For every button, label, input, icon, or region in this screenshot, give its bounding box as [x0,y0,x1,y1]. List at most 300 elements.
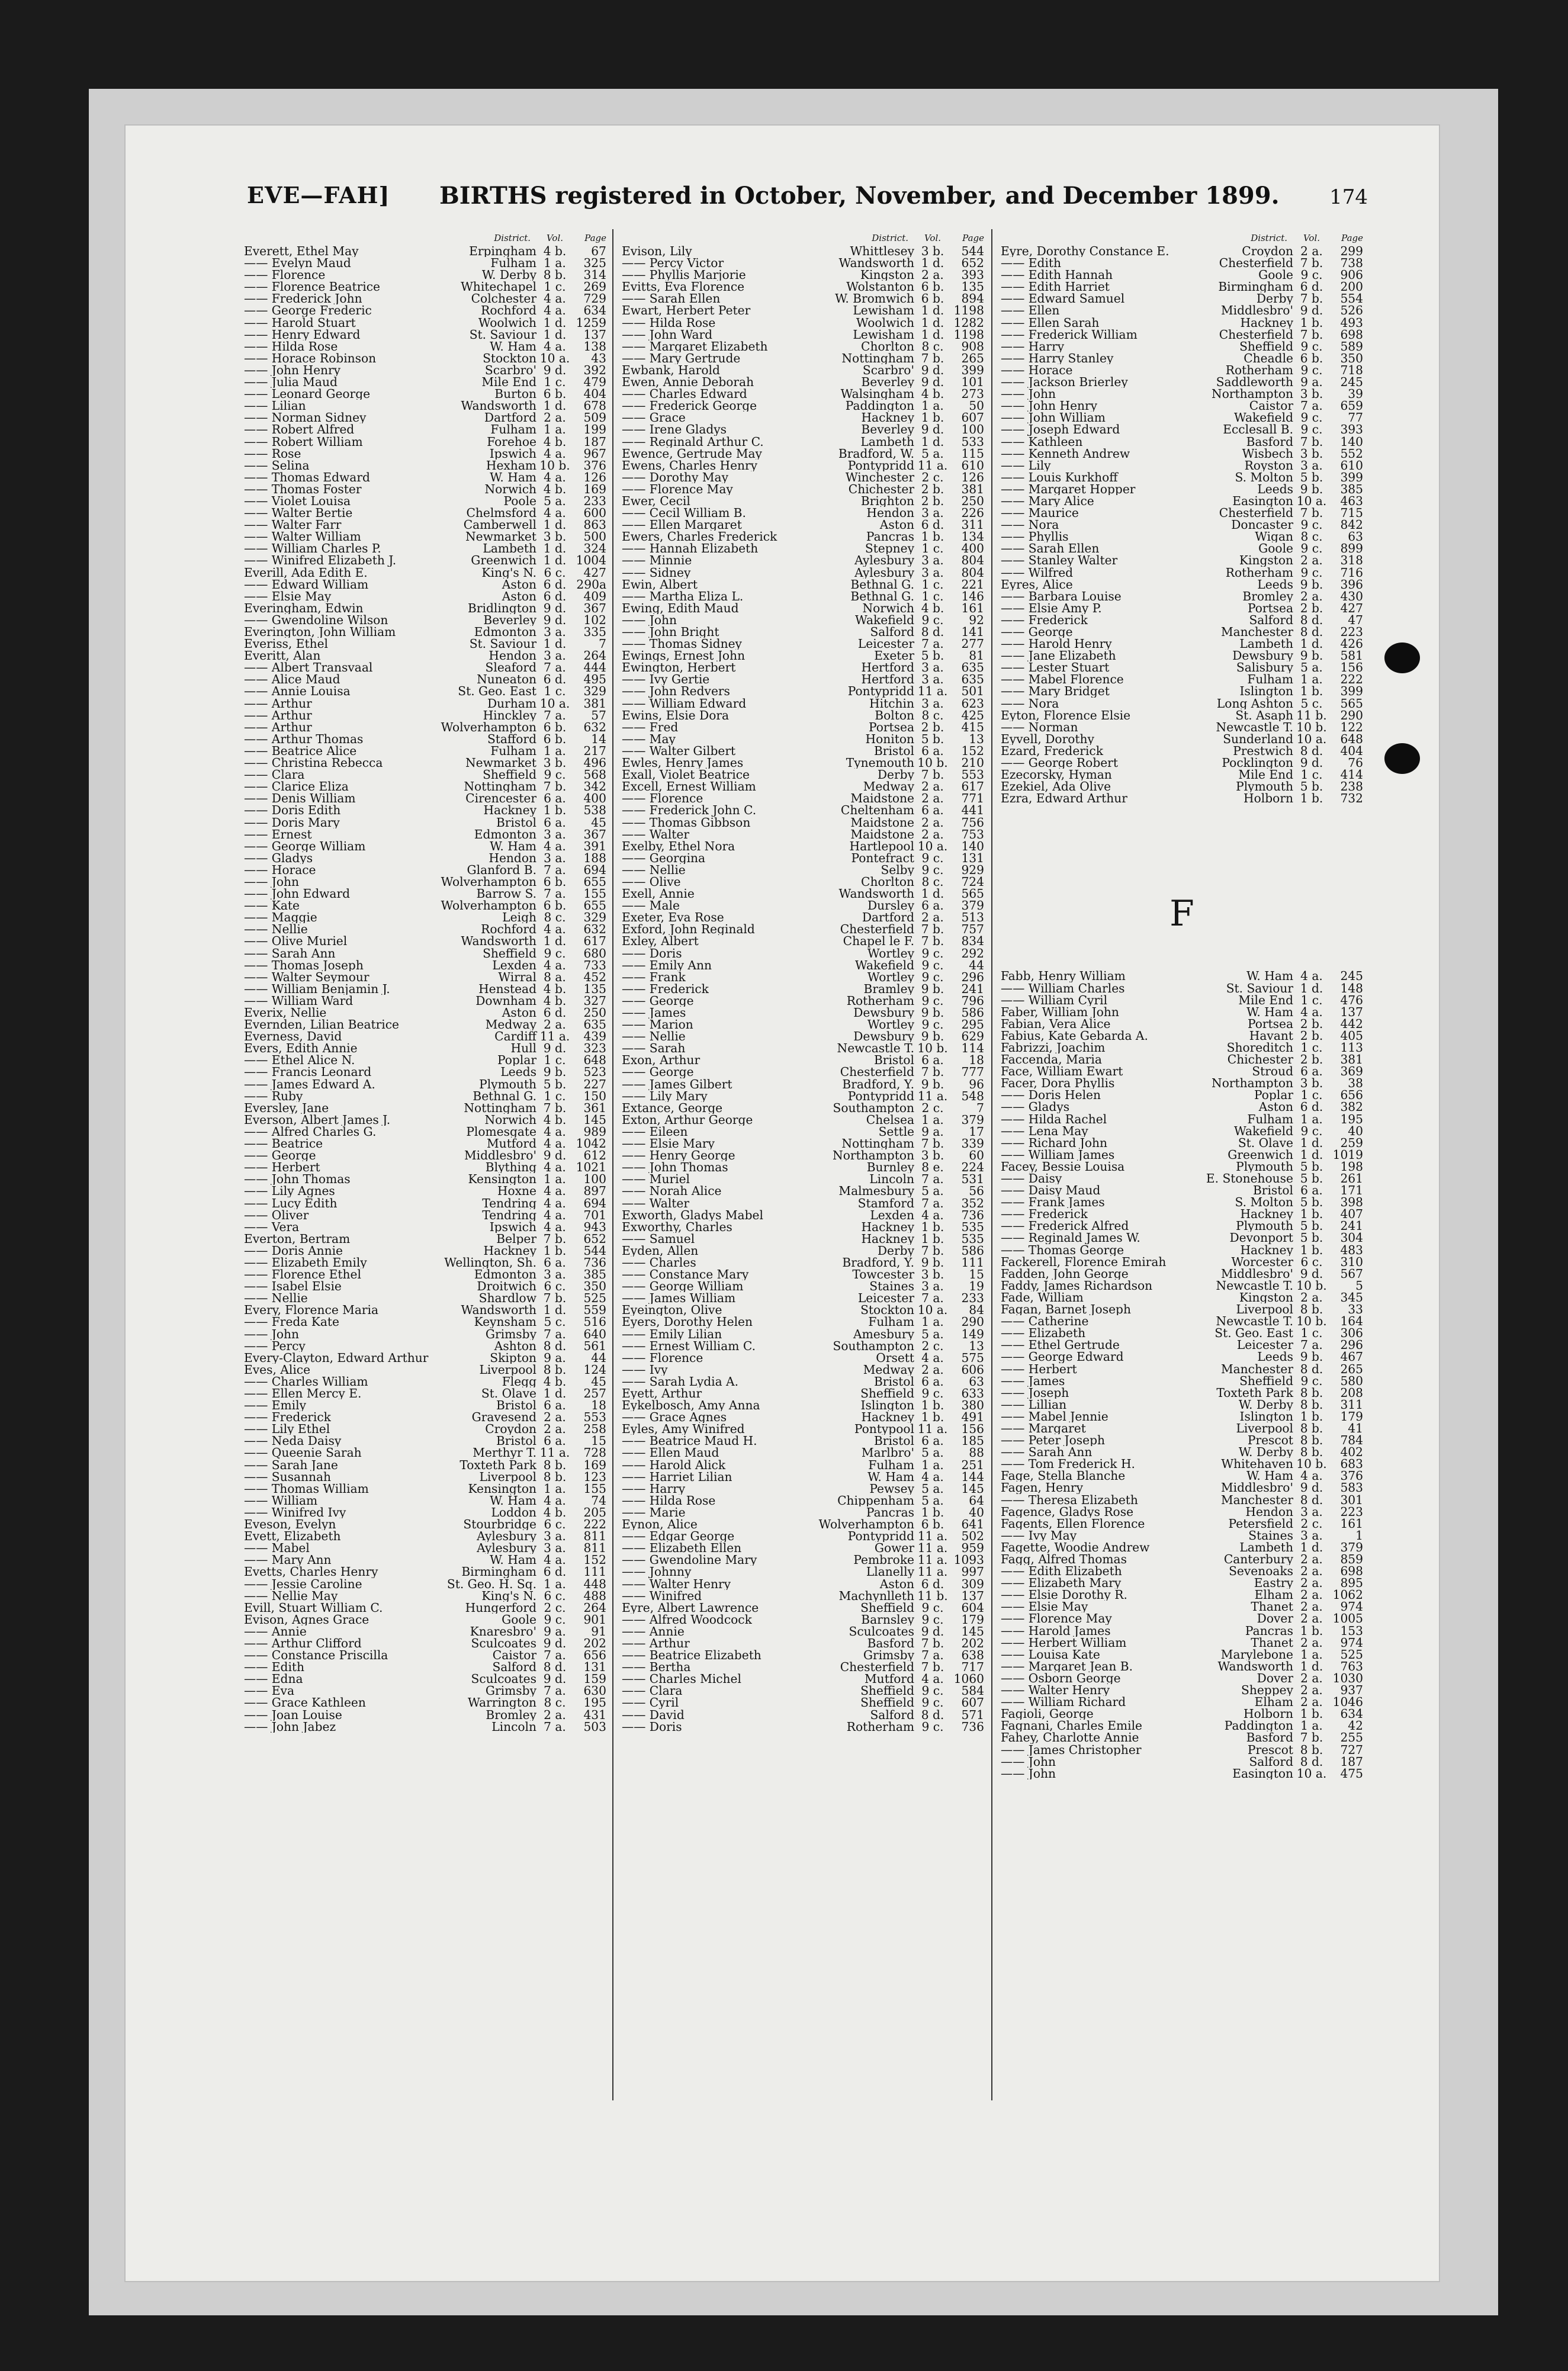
entry-page: 269 [583,281,606,293]
entry-volume: 1 b. [921,1220,944,1233]
index-entry [1001,329,1363,340]
index-entry [1001,792,1363,804]
entry-district: Plomesgate [466,1125,536,1138]
entry-page: 533 [961,435,984,448]
index-entry [622,1614,984,1625]
entry-name: —— Sarah Ann [244,947,480,959]
entry-name: —— Margaret Hopper [1001,483,1255,495]
index-entry [244,507,606,519]
entry-name: Fage, Stella Blanche [1001,1470,1126,1482]
index-entry [622,1435,984,1447]
index-entry [1001,1518,1363,1530]
entry-district: Newmarket [465,531,536,543]
entry-page: 804 [961,566,984,579]
entry-page: 738 [1340,257,1363,269]
entry-name: Everix, Nellie [244,1007,327,1019]
entry-district: Manchester [1220,1363,1293,1375]
entry-district: Liverpool [479,1470,536,1483]
entry-page: 617 [583,935,606,947]
entry-district: Maidstone [850,828,914,840]
entry-name: —— Male [622,899,865,911]
entry-district: Edmonton [474,626,536,638]
entry-page: 156 [961,1423,984,1435]
index-entry [1001,1731,1363,1743]
entry-volume: 9 c. [921,1601,944,1614]
entry-volume: 9 c. [1300,1125,1323,1137]
entry-volume: 3 a. [544,650,566,662]
entry-volume: 1 d. [543,638,567,650]
entry-district: Middlesbro' [464,1149,536,1162]
entry-district: Aylesbury [477,1542,536,1554]
entry-volume: 6 c. [1300,1255,1323,1268]
index-entry [622,1423,984,1435]
entry-volume: 9 b. [1300,1351,1323,1363]
entry-name: —— Horace [244,864,465,876]
index-entry [244,1709,606,1721]
entry-district: Poplar [497,1054,536,1066]
entry-name: —— Ellen Sarah [1001,317,1238,329]
entry-district: Stockton [860,1304,914,1316]
index-entry [622,1661,984,1673]
entry-name: Exworth, Gladys Mabel [622,1209,763,1221]
entry-name: —— George [622,1066,838,1078]
entry-page: 701 [583,1209,606,1221]
entry-district: Brighton [860,494,914,507]
entry-page: 17 [969,1125,984,1138]
entry-district: Wortley [867,971,914,983]
entry-volume: 1 c. [544,685,566,698]
entry-name: —— Samuel [622,1233,859,1245]
entry-name: —— Frederick [244,1411,470,1423]
entry-district: Sheffield [1239,1374,1293,1387]
entry-district: Rotherham [846,994,914,1007]
entry-name: —— Arthur [244,709,481,721]
entry-page: 559 [583,1304,606,1316]
index-entry [244,1506,606,1518]
entry-district: Salford [870,1708,914,1721]
entry-volume: 7 b. [921,1244,944,1257]
entry-volume: 4 a. [544,923,566,936]
entry-volume: 1 a. [921,1458,944,1471]
entry-volume: 11 b. [917,1589,948,1602]
entry-volume: 9 d. [921,376,944,388]
entry-volume: 6 d. [543,673,567,686]
entry-name: —— Walter Seymour [244,971,496,983]
entry-name: —— James Christopher [1001,1744,1245,1756]
entry-page: 327 [583,994,606,1007]
entry-district: Salford [1249,613,1293,626]
entry-page: 63 [969,1375,984,1387]
entry-page: 342 [583,780,606,793]
entry-name: —— Charles Michel [622,1673,862,1685]
entry-name: Facer, Dora Phyllis [1001,1077,1115,1090]
index-entry [1001,982,1363,994]
entry-district: Aylesbury [854,566,914,579]
entry-name: —— Thomas George [1001,1244,1238,1256]
entry-page: 1060 [953,1673,984,1685]
index-entry [1001,590,1363,602]
entry-district: Medway [863,780,914,793]
entry-district: Rotherham [1225,364,1293,377]
entry-district: Portsea [868,721,914,733]
entry-page: 1021 [576,1161,606,1174]
entry-volume: 2 a. [1300,1696,1323,1708]
entry-volume: 6 b. [1300,352,1323,364]
entry-volume: 6 d. [543,1566,567,1578]
entry-district: Glanford B. [467,863,536,876]
page-header [126,182,1439,223]
entry-district: Hendon [866,507,914,519]
entry-name: Ewers, Charles Frederick [622,531,777,543]
entry-name: Exeter, Eva Rose [622,911,724,924]
entry-district: Knaresbro' [470,1625,536,1637]
index-entry [244,1661,606,1673]
entry-district: Aylesbury [854,554,914,567]
entry-page: 265 [1340,1363,1363,1375]
entry-page: 586 [961,1007,984,1019]
index-entry [622,1019,984,1030]
entry-name: —— Alice Maud [244,673,474,685]
index-entry [1001,567,1363,579]
entry-district: Pembroke [853,1554,914,1566]
entry-volume: 6 a. [1300,1184,1323,1197]
entry-volume: 4 b. [543,483,567,495]
entry-district: Woolwich [856,316,914,329]
entry-name: —— Jessie Caroline [244,1578,445,1590]
entry-district: Dartford [484,412,536,424]
index-entry [1001,376,1363,388]
index-entry [244,1399,606,1411]
entry-district: Gower [874,1542,914,1554]
entry-volume: 6 c. [544,1280,566,1293]
entry-volume: 7 a. [544,1720,566,1733]
index-entry [622,1447,984,1458]
entry-page: 476 [1340,994,1363,1006]
entry-page: 1005 [1332,1612,1363,1625]
index-entry [244,317,606,329]
entry-page: 612 [583,1149,606,1162]
entry-volume: 3 b. [921,1268,944,1281]
index-entry [1001,685,1363,697]
entry-page: 652 [961,257,984,269]
entry-name: —— Eva [244,1685,483,1697]
entry-volume: 1 b. [921,531,944,543]
index-entry [622,1506,984,1518]
entry-district: Lincoln [869,1173,914,1186]
entry-name: —— Richard John [1001,1137,1236,1149]
entry-name: Ewer, Cecil [622,494,690,507]
index-entry [622,698,984,709]
entry-page: 195 [583,1697,606,1709]
entry-page: 393 [961,269,984,281]
entry-name: —— Edward Samuel [1001,293,1254,304]
entry-page: 452 [583,971,606,983]
index-column-2 [622,232,984,2103]
entry-district: Maidstone [850,792,914,805]
entry-volume: 9 b. [921,1078,944,1090]
entry-name: Evernden, Lilian Beatrice [244,1019,399,1031]
entry-page: 607 [961,1697,984,1709]
index-entry [1001,400,1363,412]
index-entry [622,852,984,864]
entry-name: —— Mary Ann [244,1554,487,1566]
entry-district: Wolstanton [846,281,914,293]
entry-page: 544 [961,245,984,258]
entry-page: 404 [1340,744,1363,757]
entry-volume: 2 a. [921,269,944,281]
index-entry [244,495,606,507]
entry-name: —— Constance Mary [622,1268,850,1280]
entry-page: 311 [961,519,984,531]
entry-name: —— Lily [1001,460,1242,471]
entry-district: Newcastle T. [837,1042,914,1055]
entry-name: —— Edith Elizabeth [1001,1565,1226,1577]
entry-name: Everson, Albert James J. [244,1113,391,1126]
entry-page: 40 [969,1506,984,1519]
entry-district: Saddleworth [1216,376,1293,388]
entry-page: 350 [583,1280,606,1293]
index-entry [244,483,606,495]
entry-district: S. Molton [1235,471,1293,483]
entry-volume: 11 a. [917,1423,948,1435]
entry-volume: 10 a. [1296,732,1327,745]
entry-volume: 5 b. [1300,1160,1323,1172]
entry-volume: 2 a. [1300,1612,1323,1625]
entry-name: —— Reginald James W. [1001,1232,1227,1244]
entry-page: 381 [1340,1053,1363,1066]
entry-name: —— Phyllis Marjorie [622,269,858,281]
entry-volume: 4 a. [544,1209,566,1221]
entry-name: Eyles, Amy Winifred [622,1423,745,1435]
entry-page: 997 [961,1566,984,1578]
entry-page: 140 [1340,435,1363,448]
index-entry [1001,531,1363,542]
index-entry [244,542,606,554]
entry-name: —— Florence [622,1352,873,1364]
entry-volume: 9 c. [1300,423,1323,436]
entry-volume: 5 b. [1300,1220,1323,1232]
entry-district: Fulham [1247,673,1293,686]
entry-page: 92 [969,613,984,626]
entry-district: Paddington [845,400,914,412]
index-entry [622,614,984,626]
entry-name: —— John Henry [244,364,483,376]
entry-volume: 1 d. [921,328,944,340]
entry-name: —— Sarah Ellen [622,293,833,304]
entry-page: 88 [969,1447,984,1459]
entry-district: Paddington [1224,1720,1293,1732]
entry-page: 250 [961,494,984,507]
entry-page: 137 [1340,1005,1363,1018]
entry-volume: 11 b. [1296,709,1327,721]
entry-name: —— John Thomas [622,1161,865,1173]
index-entry [244,1233,606,1245]
entry-page: 40 [1348,1125,1363,1137]
entry-page: 113 [1340,1041,1363,1054]
entry-name: Everiss, Ethel [244,638,329,650]
entry-name: Eyers, Dorothy Helen [622,1316,753,1328]
index-entry [622,1578,984,1590]
entry-name: —— Emily [244,1399,494,1411]
entry-page: 538 [583,804,606,817]
entry-volume: 3 a. [1300,1505,1323,1518]
entry-district: Elham [1254,1696,1293,1708]
entry-volume: 9 c. [1300,269,1323,281]
entry-volume: 9 d. [1300,757,1323,769]
entry-volume: 1 c. [921,590,944,602]
index-entry [1001,733,1363,745]
entry-volume: 9 d. [543,364,567,377]
entry-name: Everill, Ada Edith E. [244,566,368,579]
index-entry [1001,1744,1363,1756]
entry-district: Manchester [1220,1493,1293,1506]
index-entry [622,1721,984,1733]
entry-page: 251 [961,1458,984,1471]
entry-district: W. Ham [1246,970,1293,982]
entry-volume: 7 a. [1300,400,1323,412]
entry-district: W. Ham [1246,1470,1293,1482]
entry-name: Ewin, Albert [622,578,698,590]
entry-volume: 3 a. [921,1280,944,1293]
entry-district: Portsea [1247,602,1293,614]
entry-volume: 8 d. [1300,1493,1323,1506]
entry-page: 77 [1348,412,1363,424]
entry-district: Wandsworth [461,400,536,412]
entry-page: 329 [583,685,606,698]
entry-name: —— Elizabeth Mary [1001,1577,1252,1589]
entry-volume: 6 b. [543,721,567,733]
entry-district: Skipton [490,1351,536,1364]
entry-volume: 9 c. [921,852,944,864]
entry-name: —— Charles Edward [622,388,838,400]
entry-district: Leeds [1257,578,1293,590]
entry-page: 227 [583,1078,606,1090]
entry-name: —— Florence [244,269,480,281]
index-entry [1001,1601,1363,1612]
entry-page: 398 [1340,1196,1363,1209]
index-entry [1001,519,1363,531]
entry-district: Rochford [481,304,536,317]
entry-page: 7 [976,1101,984,1114]
index-entry [244,1102,606,1114]
entry-volume: 10 b. [917,1042,948,1055]
entry-district: Newmarket [465,757,536,769]
column-heading: District. Vol. Page [1251,233,1363,243]
entry-page: 727 [1340,1743,1363,1756]
index-entry [622,769,984,780]
entry-name: —— Bertha [622,1661,838,1673]
entry-name: —— Clara [622,1685,858,1697]
entry-page: 217 [583,744,606,757]
entry-name: —— Harry [1001,340,1237,352]
entry-district: Chesterfield [840,1661,914,1673]
entry-volume: 1 d. [1300,1148,1323,1161]
entry-name: —— Oliver [244,1209,480,1221]
index-entry [622,1530,984,1542]
entry-page: 44 [591,1351,606,1364]
index-entry [1001,1101,1363,1113]
entry-district: Sheffield [860,1697,914,1709]
entry-volume: 3 b. [543,531,567,543]
entry-district: Bristol [496,1435,536,1447]
entry-district: Aston [1258,1101,1293,1113]
entry-name: Ewings, Ernest John [622,650,746,662]
entry-page: 306 [1340,1327,1363,1339]
index-entry [244,519,606,531]
index-entry [622,257,984,269]
entry-name: —— Rose [244,448,487,460]
entry-name: —— Edith Harriet [1001,281,1216,293]
entry-district: Towcester [852,1268,914,1281]
entry-volume: 1 b. [1300,685,1323,698]
index-entry [1001,1303,1363,1315]
entry-page: 678 [583,400,606,412]
entry-page: 245 [1340,970,1363,982]
entry-page: 804 [961,554,984,567]
entry-page: 431 [583,1708,606,1721]
entry-name: —— Doris Mary [244,817,494,828]
entry-district: Hackney [483,804,536,817]
entry-volume: 9 b. [1300,578,1323,590]
entry-district: Liverpool [1236,1303,1293,1316]
entry-page: 222 [1340,673,1363,686]
entry-volume: 9 b. [921,1007,944,1019]
entry-volume: 1 d. [1300,638,1323,650]
entry-district: Whittlesey [850,245,914,258]
entry-page: 526 [1340,304,1363,317]
entry-district: Bristol [873,1054,914,1066]
index-entry [622,650,984,661]
entry-volume: 11 a. [917,1566,948,1578]
entry-volume: 2 a. [1300,1577,1323,1589]
entry-name: —— Lucy Edith [244,1197,480,1209]
entry-volume: 7 b. [1300,507,1323,519]
index-entry [244,436,606,448]
entry-page: 604 [961,1601,984,1614]
entry-name: —— Gladys [244,852,486,864]
index-entry [622,1602,984,1614]
entry-name: —— Queenie Sarah [244,1447,470,1458]
index-entry [1001,1756,1363,1768]
entry-volume: 2 c. [921,471,944,483]
entry-name: —— Sarah Jane [244,1459,457,1471]
entry-volume: 5 b. [1300,780,1323,793]
index-entry [244,1114,606,1126]
entry-page: 633 [961,1387,984,1400]
index-entry [1001,1553,1363,1565]
entry-page: 399 [1340,471,1363,483]
entry-page: 100 [961,423,984,436]
entry-name: —— Harold Henry [1001,638,1237,650]
index-column-1 [244,232,606,2103]
index-entry [244,269,606,281]
index-entry [244,1126,606,1138]
entry-volume: 1 d. [921,888,944,900]
entry-name: Evers, Edith Annie [244,1042,358,1055]
entry-volume: 7 b. [921,1066,944,1078]
index-entry [622,995,984,1007]
entry-volume: 9 c. [921,863,944,876]
entry-name: —— Walter Gilbert [622,745,872,757]
index-entry [1001,293,1363,304]
index-entry [244,1459,606,1471]
entry-district: Wandsworth [461,935,536,947]
index-entry [244,1578,606,1590]
index-entry [622,1625,984,1637]
entry-page: 399 [961,364,984,377]
entry-page: 967 [583,447,606,460]
entry-volume: 9 d. [921,423,944,436]
